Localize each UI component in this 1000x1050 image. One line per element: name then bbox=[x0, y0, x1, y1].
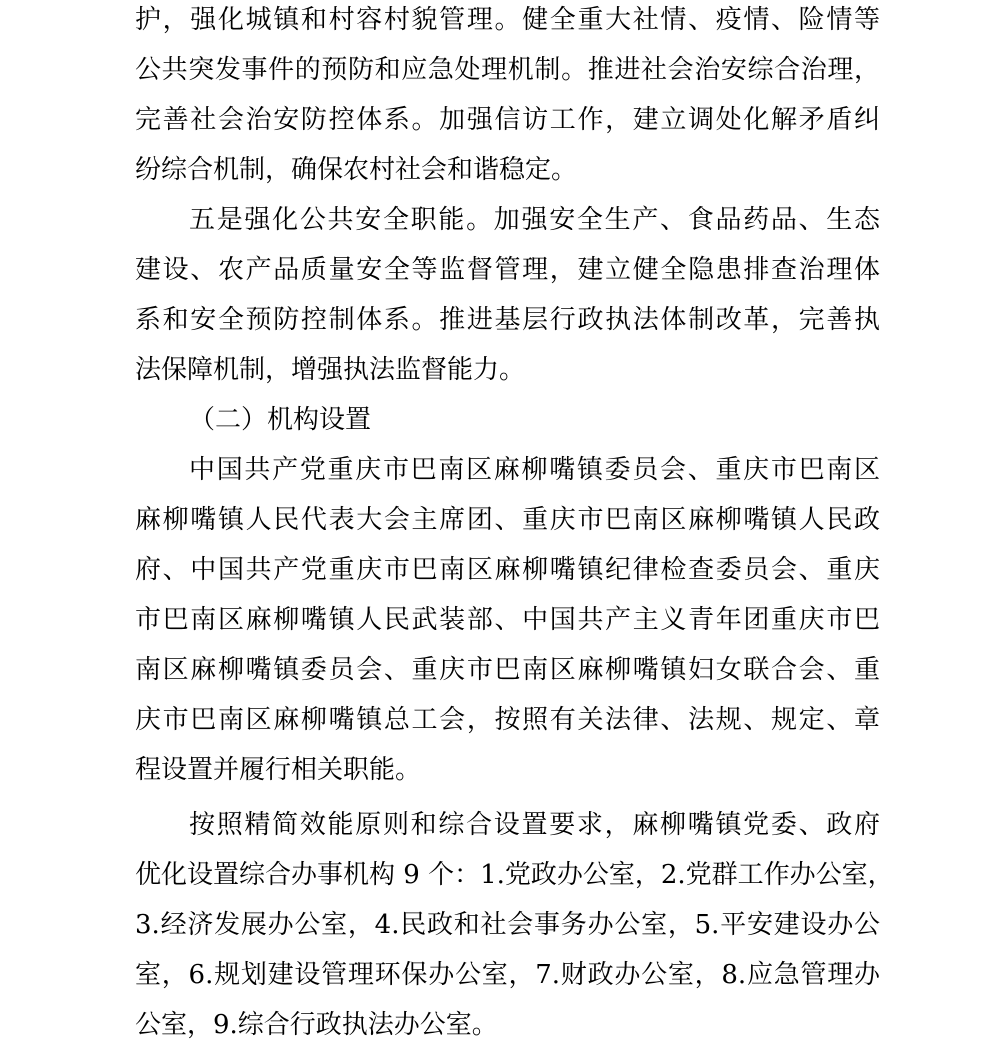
text-line: 优化设置综合办事机构 9 个：1.党政办公室，2.党群工作办公室， bbox=[135, 860, 894, 890]
text-line: 公共突发事件的预防和应急处理机制。推进社会治安综合治理， bbox=[135, 55, 880, 85]
text-line: 庆市巴南区麻柳嘴镇总工会，按照有关法律、法规、规定、章 bbox=[135, 705, 880, 735]
text-line: 3.经济发展办公室，4.民政和社会事务办公室，5.平安建设办公 bbox=[135, 910, 880, 940]
text-line: 法保障机制，增强执法监督能力。 bbox=[135, 355, 526, 385]
text-line: 市巴南区麻柳嘴镇人民武装部、中国共产主义青年团重庆市巴 bbox=[135, 605, 880, 635]
text-line: 五是强化公共安全职能。加强安全生产、食品药品、生态 bbox=[189, 205, 880, 235]
text-line: 中国共产党重庆市巴南区麻柳嘴镇委员会、重庆市巴南区 bbox=[189, 455, 880, 485]
text-line: 纷综合机制，确保农村社会和谐稳定。 bbox=[135, 155, 578, 185]
text-line: 府、中国共产党重庆市巴南区麻柳嘴镇纪律检查委员会、重庆 bbox=[135, 555, 880, 585]
text-line: 室，6.规划建设管理环保办公室，7.财政办公室，8.应急管理办 bbox=[135, 960, 880, 990]
text-line: 建设、农产品质量安全等监督管理，建立健全隐患排查治理体 bbox=[135, 255, 880, 285]
text-line: 按照精简效能原则和综合设置要求，麻柳嘴镇党委、政府 bbox=[189, 810, 880, 840]
text-line: 南区麻柳嘴镇委员会、重庆市巴南区麻柳嘴镇妇女联合会、重 bbox=[135, 655, 880, 685]
text-line: 护，强化城镇和村容村貌管理。健全重大社情、疫情、险情等 bbox=[135, 5, 880, 35]
text-line: 麻柳嘴镇人民代表大会主席团、重庆市巴南区麻柳嘴镇人民政 bbox=[135, 505, 880, 535]
text-line: 系和安全预防控制体系。推进基层行政执法体制改革，完善执 bbox=[135, 305, 880, 335]
text-line: 公室，9.综合行政执法办公室。 bbox=[135, 1010, 498, 1040]
text-line: 程设置并履行相关职能。 bbox=[135, 755, 422, 785]
text-line: 完善社会治安防控体系。加强信访工作，建立调处化解矛盾纠 bbox=[135, 105, 880, 135]
section-heading: （二）机构设置 bbox=[189, 405, 372, 435]
